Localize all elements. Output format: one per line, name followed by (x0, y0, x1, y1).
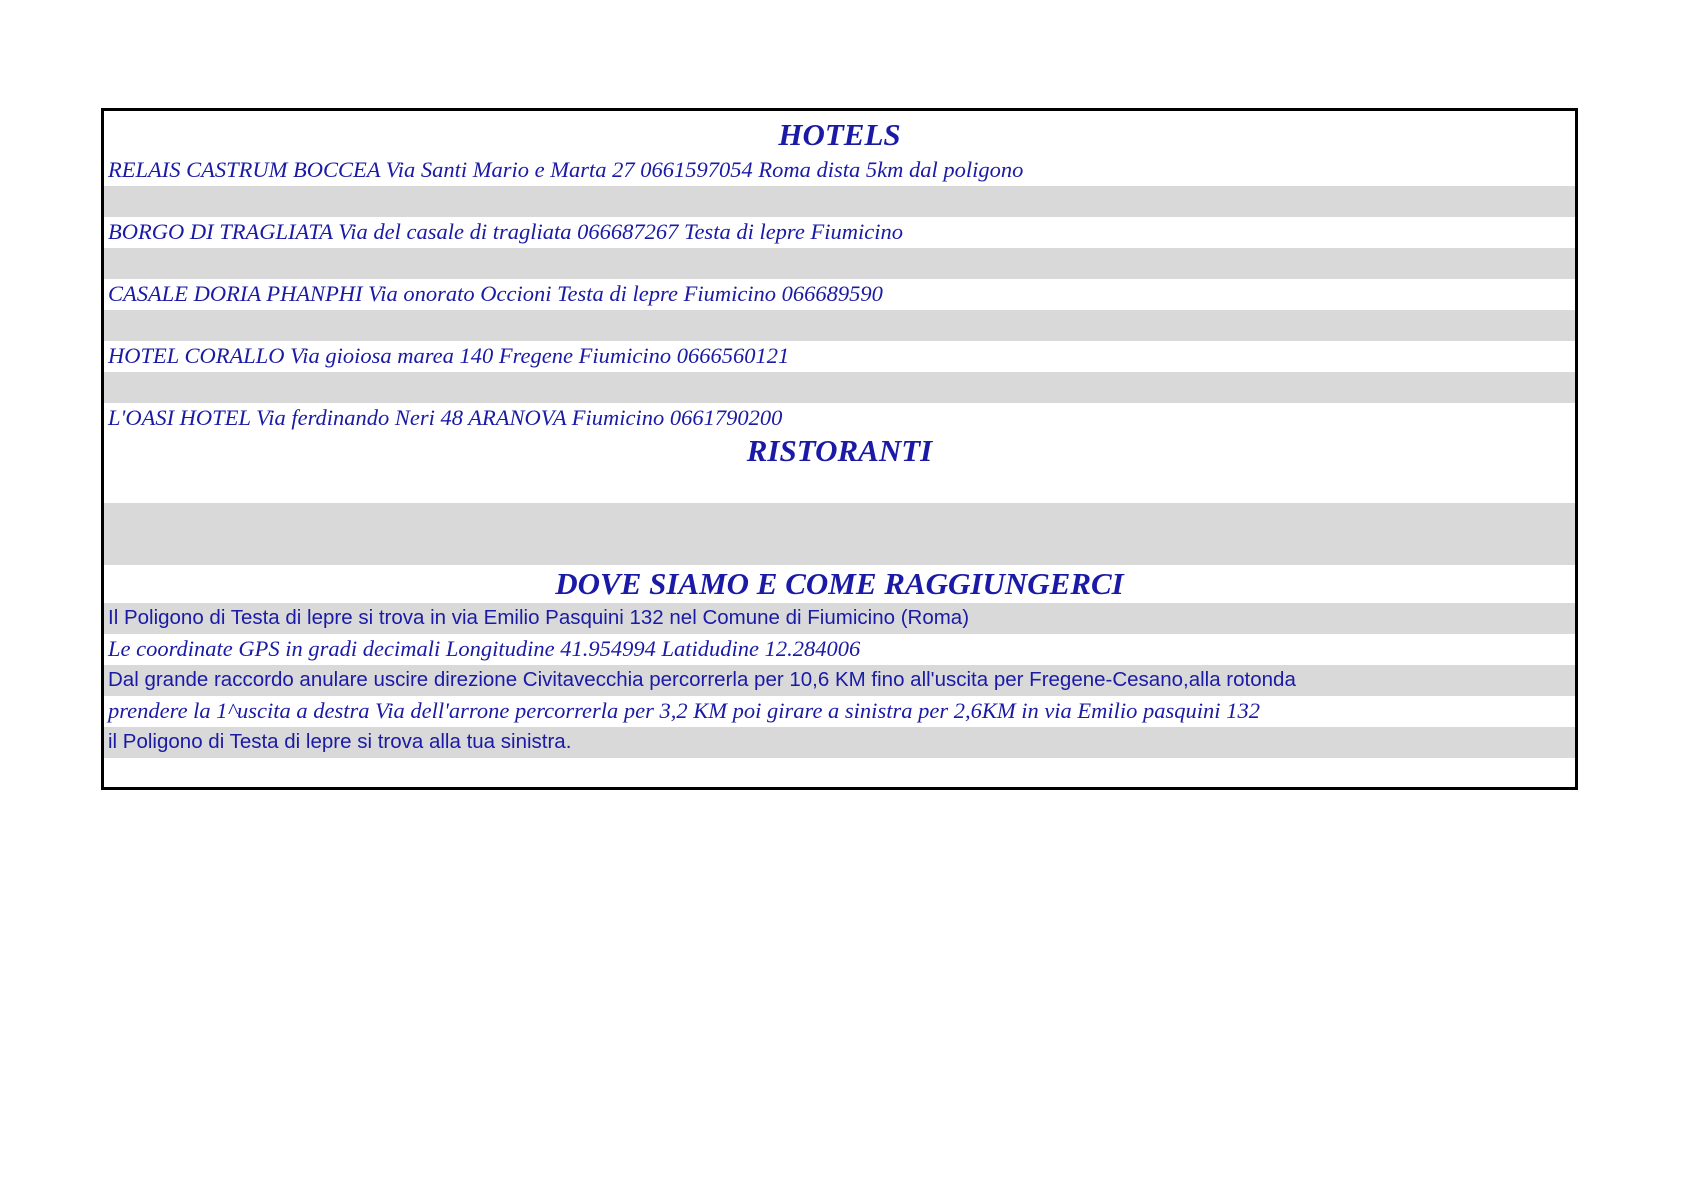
info-table (101, 108, 1578, 790)
direction-line: il Poligono di Testa di lepre si trova alla tua sinistra. (104, 727, 1575, 758)
direction-line: Dal grande raccordo anulare uscire direzione Civitavecchia percorrerla per 10,6 KM fino all'uscita per Fregene-Cesano,alla rotonda (104, 665, 1575, 696)
row-band (104, 248, 1575, 279)
ristoranti-heading: RISTORANTI (746, 433, 933, 468)
hotel-entry: L'OASI HOTEL Via ferdinando Neri 48 ARANOVA Fiumicino 0661790200 (108, 405, 783, 430)
row-band (104, 186, 1575, 217)
direction-line: prendere la 1^uscita a destra Via dell'arrone percorrerla per 3,2 KM poi girare a sinistra per 2,6KM in via Emilio pasquini 132 (108, 698, 1260, 723)
hotels-heading: HOTELS (778, 117, 901, 152)
hotel-entry: BORGO DI TRAGLIATA Via del casale di tragliata 066687267 Testa di lepre Fiumicino (108, 219, 903, 244)
hotel-entry: RELAIS CASTRUM BOCCEA Via Santi Mario e Marta 27 0661597054 Roma dista 5km dal poligono (108, 157, 1024, 182)
row-band (104, 503, 1575, 565)
hotel-entry: HOTEL CORALLO Via gioiosa marea 140 Fregene Fiumicino 0666560121 (108, 343, 790, 368)
hotel-entry: CASALE DORIA PHANPHI Via onorato Occioni Testa di lepre Fiumicino 066689590 (108, 281, 883, 306)
directions-heading: DOVE SIAMO E COME RAGGIUNGERCI (555, 566, 1124, 601)
row-band (104, 310, 1575, 341)
direction-line: Il Poligono di Testa di lepre si trova in via Emilio Pasquini 132 nel Comune di Fiumicino (Roma) (104, 603, 1575, 634)
row-band (104, 372, 1575, 403)
direction-line: Le coordinate GPS in gradi decimali Longitudine 41.954994 Latidudine 12.284006 (108, 636, 861, 661)
